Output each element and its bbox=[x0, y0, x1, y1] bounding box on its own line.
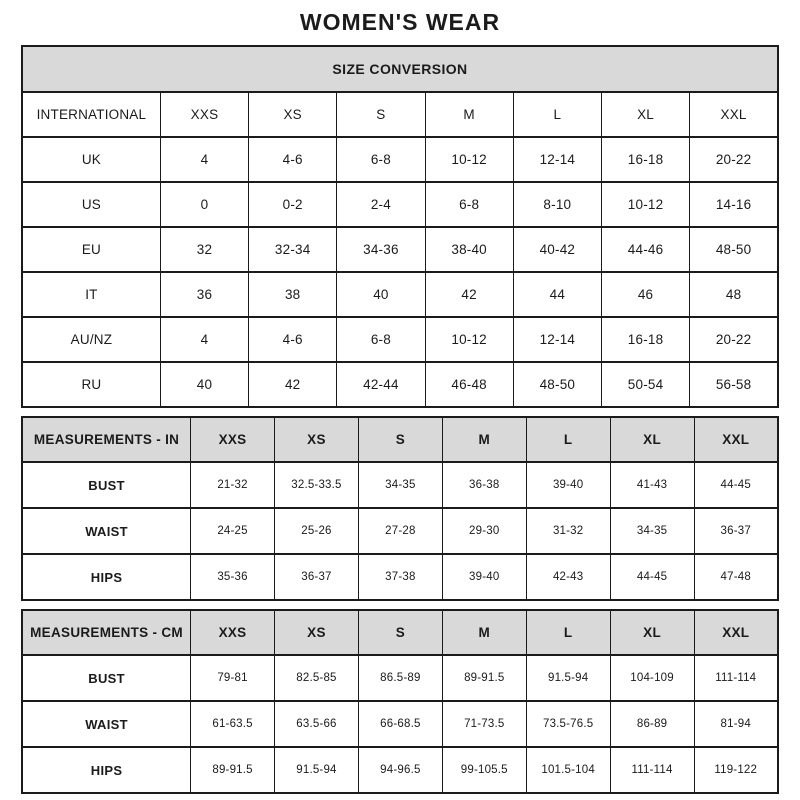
size-column-header: L bbox=[513, 92, 601, 137]
size-column-header: S bbox=[337, 92, 425, 137]
value-cell: 48-50 bbox=[513, 362, 601, 407]
value-cell: 89-91.5 bbox=[442, 655, 526, 701]
value-cell: 8-10 bbox=[513, 182, 601, 227]
table-row bbox=[22, 137, 778, 182]
size-column-header: XL bbox=[610, 610, 694, 655]
value-cell: 81-94 bbox=[694, 701, 778, 747]
table-title-row bbox=[22, 46, 778, 92]
value-cell: 86.5-89 bbox=[358, 655, 442, 701]
table-row bbox=[22, 655, 778, 701]
page-title: WOMEN'S WEAR bbox=[299, 9, 501, 35]
value-cell: 42-43 bbox=[526, 554, 610, 600]
value-cell: 36-38 bbox=[442, 462, 526, 508]
value-cell: 44-46 bbox=[601, 227, 689, 272]
value-cell: 35-36 bbox=[191, 554, 275, 600]
value-cell: 24-25 bbox=[191, 508, 275, 554]
row-label: WAIST bbox=[22, 508, 191, 554]
value-cell: 20-22 bbox=[690, 317, 778, 362]
value-cell: 34-35 bbox=[358, 462, 442, 508]
value-cell: 91.5-94 bbox=[526, 655, 610, 701]
value-cell: 34-36 bbox=[337, 227, 425, 272]
value-cell: 104-109 bbox=[610, 655, 694, 701]
value-cell: 42-44 bbox=[337, 362, 425, 407]
value-cell: 48-50 bbox=[690, 227, 778, 272]
value-cell: 82.5-85 bbox=[275, 655, 359, 701]
value-cell: 111-114 bbox=[610, 747, 694, 793]
value-cell: 48 bbox=[690, 272, 778, 317]
size-column-header: XXL bbox=[694, 417, 778, 462]
value-cell: 4-6 bbox=[249, 317, 337, 362]
measurements-in-header-row bbox=[22, 417, 778, 462]
value-cell: 12-14 bbox=[513, 317, 601, 362]
size-column-header: XXL bbox=[690, 92, 778, 137]
value-cell: 34-35 bbox=[610, 508, 694, 554]
value-cell: 0-2 bbox=[249, 182, 337, 227]
size-column-header: L bbox=[526, 417, 610, 462]
row-label: AU/NZ bbox=[22, 317, 160, 362]
measurements-in-body bbox=[22, 462, 778, 600]
value-cell: 16-18 bbox=[601, 317, 689, 362]
row-label: RU bbox=[22, 362, 160, 407]
value-cell: 6-8 bbox=[425, 182, 513, 227]
size-conversion-body bbox=[22, 137, 778, 407]
value-cell: 4-6 bbox=[249, 137, 337, 182]
size-column-header: L bbox=[526, 610, 610, 655]
table-row bbox=[22, 227, 778, 272]
value-cell: 63.5-66 bbox=[275, 701, 359, 747]
value-cell: 37-38 bbox=[358, 554, 442, 600]
table-row bbox=[22, 182, 778, 227]
value-cell: 91.5-94 bbox=[275, 747, 359, 793]
row-label: EU bbox=[22, 227, 160, 272]
value-cell: 36-37 bbox=[694, 508, 778, 554]
value-cell: 27-28 bbox=[358, 508, 442, 554]
table-row bbox=[22, 462, 778, 508]
value-cell: 89-91.5 bbox=[191, 747, 275, 793]
value-cell: 40 bbox=[337, 272, 425, 317]
value-cell: 20-22 bbox=[690, 137, 778, 182]
size-column-header: XS bbox=[249, 92, 337, 137]
size-column-header: XXS bbox=[160, 92, 248, 137]
table-row bbox=[22, 317, 778, 362]
size-column-header: S bbox=[358, 610, 442, 655]
value-cell: 4 bbox=[160, 317, 248, 362]
value-cell: 6-8 bbox=[337, 317, 425, 362]
size-column-header: XS bbox=[275, 417, 359, 462]
value-cell: 99-105.5 bbox=[442, 747, 526, 793]
measurements-in-title: MEASUREMENTS - IN bbox=[22, 417, 191, 462]
size-column-header: M bbox=[425, 92, 513, 137]
value-cell: 39-40 bbox=[442, 554, 526, 600]
row-label: HIPS bbox=[22, 554, 191, 600]
international-header-label: INTERNATIONAL bbox=[22, 92, 160, 137]
value-cell: 36 bbox=[160, 272, 248, 317]
row-label: HIPS bbox=[22, 747, 191, 793]
measurements-in-table bbox=[21, 416, 779, 601]
table-row bbox=[22, 272, 778, 317]
value-cell: 31-32 bbox=[526, 508, 610, 554]
size-column-header: M bbox=[442, 417, 526, 462]
size-header-row bbox=[22, 92, 778, 137]
value-cell: 6-8 bbox=[337, 137, 425, 182]
value-cell: 32-34 bbox=[249, 227, 337, 272]
value-cell: 32.5-33.5 bbox=[275, 462, 359, 508]
row-label: BUST bbox=[22, 655, 191, 701]
value-cell: 42 bbox=[249, 362, 337, 407]
size-column-header: S bbox=[358, 417, 442, 462]
value-cell: 119-122 bbox=[694, 747, 778, 793]
value-cell: 41-43 bbox=[610, 462, 694, 508]
measurements-cm-title: MEASUREMENTS - CM bbox=[22, 610, 191, 655]
value-cell: 10-12 bbox=[601, 182, 689, 227]
value-cell: 10-12 bbox=[425, 317, 513, 362]
measurements-cm-body bbox=[22, 655, 778, 793]
value-cell: 86-89 bbox=[610, 701, 694, 747]
size-column-header: XS bbox=[275, 610, 359, 655]
value-cell: 12-14 bbox=[513, 137, 601, 182]
value-cell: 40 bbox=[160, 362, 248, 407]
value-cell: 101.5-104 bbox=[526, 747, 610, 793]
value-cell: 61-63.5 bbox=[191, 701, 275, 747]
row-label: US bbox=[22, 182, 160, 227]
value-cell: 0 bbox=[160, 182, 248, 227]
row-label: BUST bbox=[22, 462, 191, 508]
value-cell: 42 bbox=[425, 272, 513, 317]
row-label: WAIST bbox=[22, 701, 191, 747]
value-cell: 73.5-76.5 bbox=[526, 701, 610, 747]
value-cell: 44-45 bbox=[610, 554, 694, 600]
value-cell: 29-30 bbox=[442, 508, 526, 554]
value-cell: 38 bbox=[249, 272, 337, 317]
value-cell: 66-68.5 bbox=[358, 701, 442, 747]
value-cell: 46 bbox=[601, 272, 689, 317]
value-cell: 50-54 bbox=[601, 362, 689, 407]
value-cell: 36-37 bbox=[275, 554, 359, 600]
value-cell: 94-96.5 bbox=[358, 747, 442, 793]
size-column-header: XXL bbox=[694, 610, 778, 655]
value-cell: 39-40 bbox=[526, 462, 610, 508]
table-row bbox=[22, 747, 778, 793]
row-label: IT bbox=[22, 272, 160, 317]
row-label: UK bbox=[22, 137, 160, 182]
value-cell: 44-45 bbox=[694, 462, 778, 508]
value-cell: 16-18 bbox=[601, 137, 689, 182]
value-cell: 4 bbox=[160, 137, 248, 182]
value-cell: 47-48 bbox=[694, 554, 778, 600]
value-cell: 79-81 bbox=[191, 655, 275, 701]
size-column-header: XL bbox=[610, 417, 694, 462]
size-conversion-table bbox=[21, 45, 779, 408]
value-cell: 10-12 bbox=[425, 137, 513, 182]
size-conversion-title: SIZE CONVERSION bbox=[22, 46, 778, 92]
value-cell: 44 bbox=[513, 272, 601, 317]
measurements-cm-table bbox=[21, 609, 779, 794]
table-row bbox=[22, 701, 778, 747]
value-cell: 56-58 bbox=[690, 362, 778, 407]
value-cell: 32 bbox=[160, 227, 248, 272]
table-row bbox=[22, 554, 778, 600]
value-cell: 111-114 bbox=[694, 655, 778, 701]
value-cell: 2-4 bbox=[337, 182, 425, 227]
value-cell: 38-40 bbox=[425, 227, 513, 272]
value-cell: 25-26 bbox=[275, 508, 359, 554]
size-column-header: M bbox=[442, 610, 526, 655]
value-cell: 46-48 bbox=[425, 362, 513, 407]
value-cell: 40-42 bbox=[513, 227, 601, 272]
size-column-header: XL bbox=[601, 92, 689, 137]
size-column-header: XXS bbox=[191, 417, 275, 462]
table-row bbox=[22, 362, 778, 407]
measurements-cm-header-row bbox=[22, 610, 778, 655]
table-row bbox=[22, 508, 778, 554]
value-cell: 21-32 bbox=[191, 462, 275, 508]
value-cell: 71-73.5 bbox=[442, 701, 526, 747]
size-column-header: XXS bbox=[191, 610, 275, 655]
value-cell: 14-16 bbox=[690, 182, 778, 227]
